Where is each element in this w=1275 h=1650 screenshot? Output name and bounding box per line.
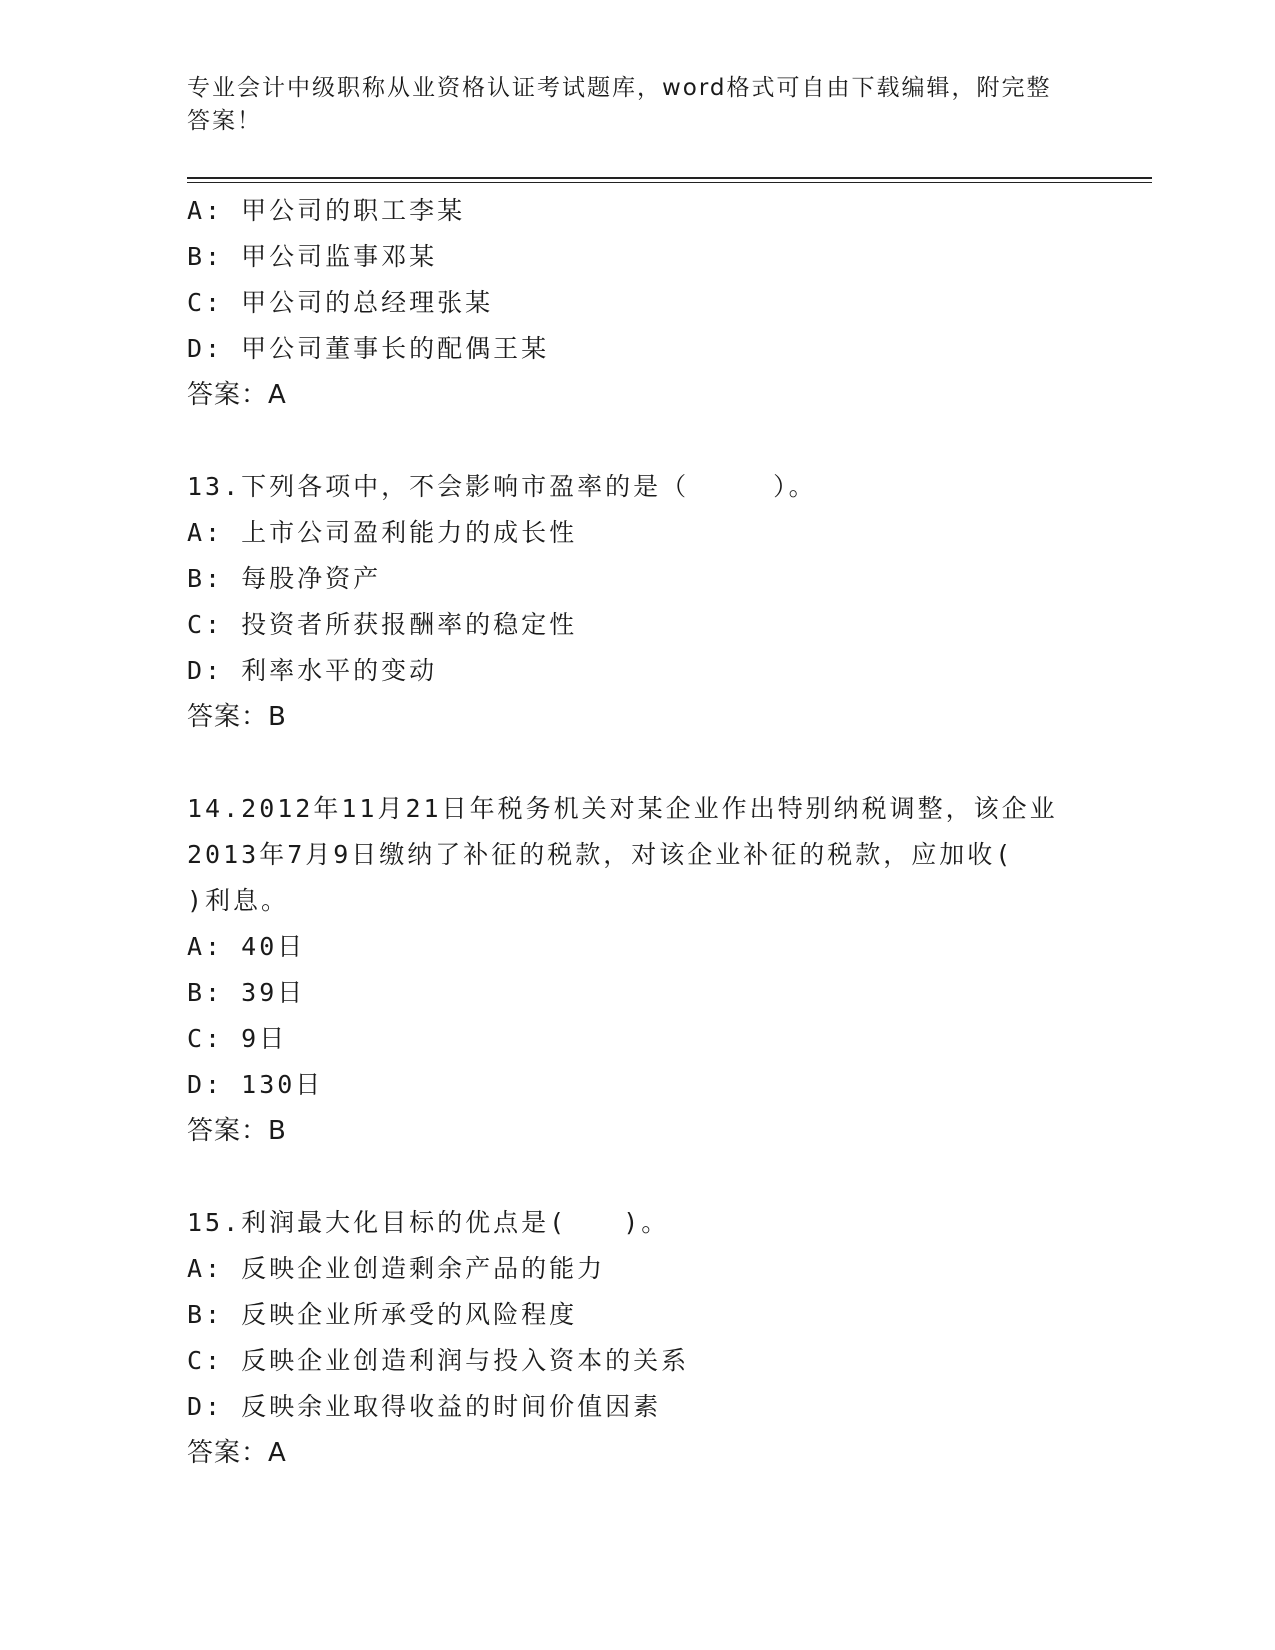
question-text-line-1: 14.2012年11月21日年税务机关对某企业作出特别纳税调整，该企业	[187, 794, 1058, 823]
answer: 答案：A	[187, 1438, 287, 1468]
header-rule-thin	[187, 182, 1152, 183]
answer: 答案：B	[187, 1116, 287, 1146]
question-15	[187, 1200, 1087, 1476]
option-b: B: 39日	[187, 978, 306, 1007]
option-a: A: 40日	[187, 932, 306, 961]
option-a: A: 上市公司盈利能力的成长性	[187, 518, 578, 547]
option-d: D: 利率水平的变动	[187, 656, 438, 685]
question-12	[187, 188, 1087, 418]
question-text-line-2: 2013年7月9日缴纳了补征的税款，对该企业补征的税款，应加收(	[187, 840, 1014, 869]
option-b: B: 反映企业所承受的风险程度	[187, 1300, 578, 1329]
option-c: C: 投资者所获报酬率的稳定性	[187, 610, 578, 639]
option-d: D: 甲公司董事长的配偶王某	[187, 334, 550, 363]
question-text: 13.下列各项中，不会影响市盈率的是（ ）。	[187, 472, 817, 501]
option-b: B: 甲公司监事邓某	[187, 242, 438, 271]
option-d: D: 反映余业取得收益的时间价值因素	[187, 1392, 662, 1421]
question-13	[187, 464, 1087, 740]
question-14	[187, 786, 1087, 1154]
question-text-line-3: )利息。	[187, 886, 290, 915]
option-d: D: 130日	[187, 1070, 324, 1099]
answer: 答案：A	[187, 380, 287, 410]
document-header: 专业会计中级职称从业资格认证考试题库，word格式可自由下载编辑，附完整答案！	[187, 75, 1052, 134]
answer: 答案：B	[187, 702, 287, 732]
option-c: C: 甲公司的总经理张某	[187, 288, 494, 317]
option-b: B: 每股净资产	[187, 564, 382, 593]
question-content	[187, 188, 1087, 1476]
option-a: A: 甲公司的职工李某	[187, 196, 466, 225]
header-rule-thick	[187, 177, 1152, 179]
option-c: C: 9日	[187, 1024, 288, 1053]
question-text: 15.利润最大化目标的优点是( )。	[187, 1208, 670, 1237]
option-a: A: 反映企业创造剩余产品的能力	[187, 1254, 606, 1283]
option-c: C: 反映企业创造利润与投入资本的关系	[187, 1346, 690, 1375]
